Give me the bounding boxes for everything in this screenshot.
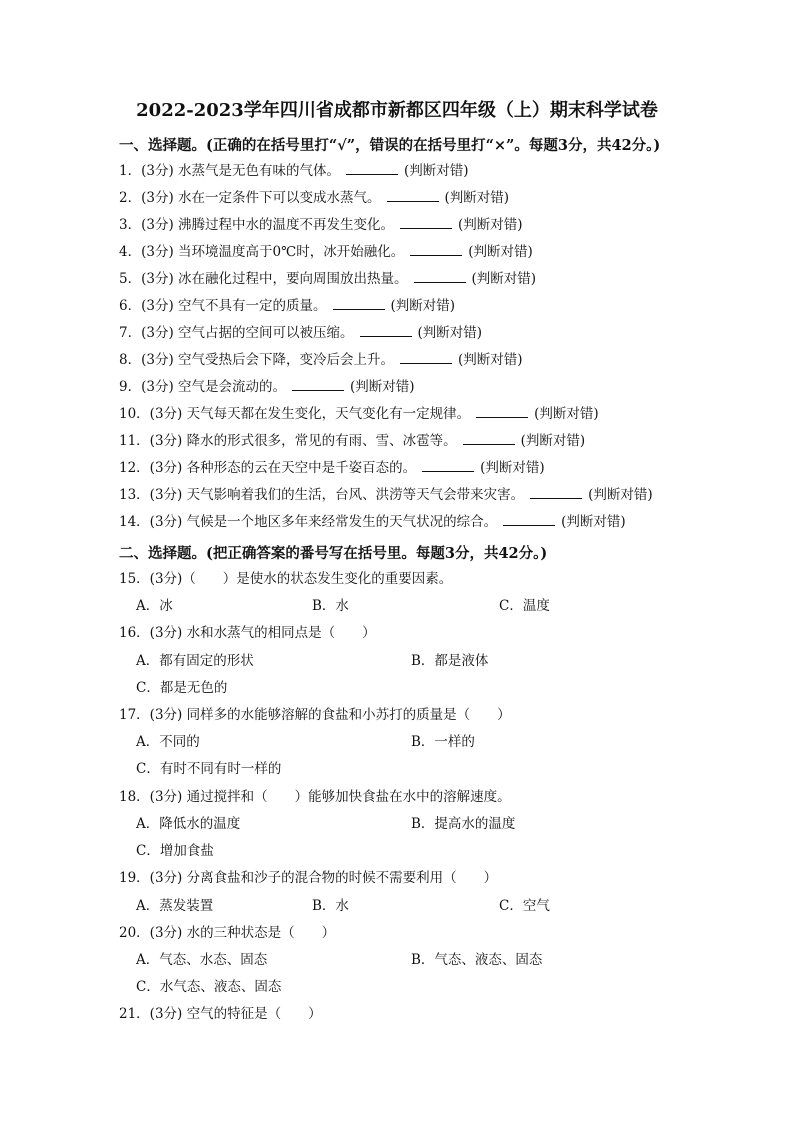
question-9: 9．(3分) 空气是会流动的。 (判断对错)	[119, 379, 415, 395]
option-c[interactable]: C．增加食盐	[136, 843, 214, 859]
option-a[interactable]: A．不同的	[136, 734, 200, 750]
question-6: 6．(3分) 空气不具有一定的质量。 (判断对错)	[119, 298, 456, 314]
question-3: 3．(3分) 沸腾过程中水的温度不再发生变化。 (判断对错)	[119, 217, 523, 233]
question-19: 19．(3分) 分离食盐和沙子的混合物的时候不需要利用（ ）	[119, 870, 498, 886]
answer-blank[interactable]	[292, 378, 344, 391]
option-b[interactable]: B．水	[312, 898, 349, 914]
answer-blank[interactable]	[463, 432, 515, 445]
answer-blank[interactable]	[422, 459, 474, 472]
question-17: 17．(3分) 同样多的水能够溶解的食盐和小苏打的质量是（ ）	[119, 707, 511, 723]
answer-blank[interactable]	[360, 324, 412, 337]
option-c[interactable]: C．空气	[499, 898, 550, 914]
answer-blank[interactable]	[410, 243, 462, 256]
question-20: 20．(3分) 水的三种状态是（ ）	[119, 925, 336, 941]
answer-blank[interactable]	[387, 189, 439, 202]
section2-heading: 二、选择题。(把正确答案的番号写在括号里。每题3分，共42分。)	[119, 545, 548, 562]
answer-blank[interactable]	[530, 486, 582, 499]
question-16: 16．(3分) 水和水蒸气的相同点是（ ）	[119, 625, 376, 641]
answer-blank[interactable]	[400, 351, 452, 364]
option-a[interactable]: A．冰	[136, 598, 173, 614]
option-c[interactable]: C．温度	[499, 598, 550, 614]
question-8: 8．(3分) 空气受热后会下降，变冷后会上升。 (判断对错)	[119, 352, 523, 368]
question-21: 21．(3分) 空气的特征是（ ）	[119, 1006, 322, 1022]
question-2: 2．(3分) 水在一定条件下可以变成水蒸气。 (判断对错)	[119, 190, 510, 206]
question-13: 13．(3分) 天气影响着我们的生活，台风、洪涝等天气会带来灾害。 (判断对错)	[119, 487, 653, 503]
option-c[interactable]: C．有时不同有时一样的	[136, 761, 282, 777]
option-c[interactable]: C．都是无色的	[136, 680, 228, 696]
option-b[interactable]: B．气态、液态、固态	[411, 952, 543, 968]
question-7: 7．(3分) 空气占据的空间可以被压缩。 (判断对错)	[119, 325, 483, 341]
option-a[interactable]: A．蒸发装置	[136, 898, 214, 914]
answer-blank[interactable]	[414, 270, 466, 283]
section1-heading: 一、选择题。(正确的在括号里打“√”，错误的在括号里打“×”。每题3分，共42分。)	[119, 137, 661, 154]
question-14: 14．(3分) 气候是一个地区多年来经常发生的天气状况的综合。 (判断对错)	[119, 514, 626, 530]
option-a[interactable]: A．气态、水态、固态	[136, 952, 268, 968]
question-4: 4．(3分) 当环境温度高于0℃时，冰开始融化。 (判断对错)	[119, 244, 533, 260]
option-b[interactable]: B．一样的	[411, 734, 475, 750]
question-15: 15．(3分)（ ）是使水的状态发生变化的重要因素。	[119, 571, 453, 587]
option-b[interactable]: B．提高水的温度	[411, 816, 516, 832]
answer-blank[interactable]	[346, 162, 398, 175]
exam-title: 2022-2023学年四川省成都市新都区四年级（上）期末科学试卷	[136, 100, 658, 121]
answer-blank[interactable]	[503, 513, 555, 526]
option-b[interactable]: B．都是液体	[411, 653, 489, 669]
question-5: 5．(3分) 冰在融化过程中，要向周围放出热量。 (判断对错)	[119, 271, 537, 287]
option-a[interactable]: A．降低水的温度	[136, 816, 241, 832]
answer-blank[interactable]	[476, 405, 528, 418]
question-10: 10．(3分) 天气每天都在发生变化，天气变化有一定规律。 (判断对错)	[119, 406, 599, 422]
answer-blank[interactable]	[333, 297, 385, 310]
option-a[interactable]: A．都有固定的形状	[136, 653, 254, 669]
question-18: 18．(3分) 通过搅拌和（ ）能够加快食盐在水中的溶解速度。	[119, 789, 511, 805]
answer-blank[interactable]	[400, 216, 452, 229]
question-11: 11．(3分) 降水的形式很多，常见的有雨、雪、冰雹等。 (判断对错)	[119, 433, 586, 449]
option-c[interactable]: C．水气态、液态、固态	[136, 979, 282, 995]
option-b[interactable]: B．水	[312, 598, 349, 614]
question-1: 1．(3分) 水蒸气是无色有味的气体。 (判断对错)	[119, 163, 469, 179]
question-12: 12．(3分) 各种形态的云在天空中是千姿百态的。 (判断对错)	[119, 460, 545, 476]
